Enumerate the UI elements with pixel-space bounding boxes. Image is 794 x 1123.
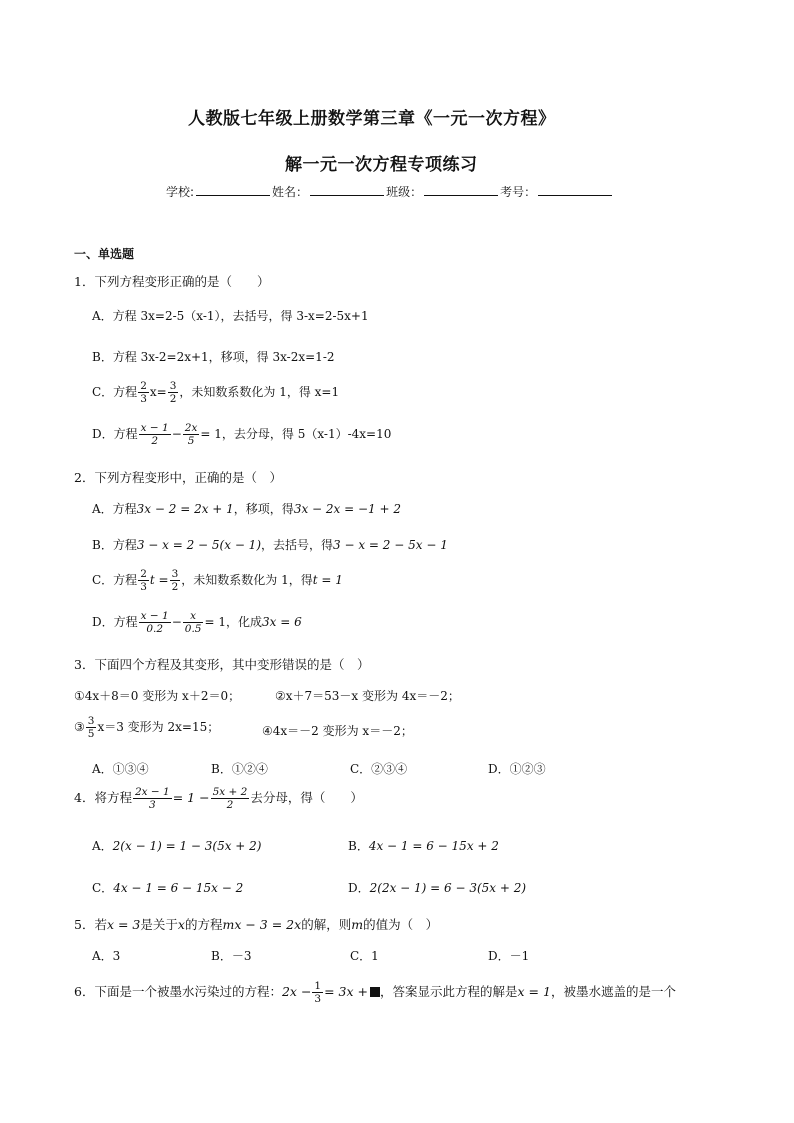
- equation: x = 1: [517, 984, 551, 999]
- fraction: $\frac{2x - 1}{3}$: [134, 786, 170, 811]
- equation-part: = 1 −: [172, 790, 210, 805]
- equation: 3x = 6: [261, 615, 302, 629]
- fraction: $\frac{3}{2}$: [169, 380, 177, 405]
- name-blank: [310, 183, 384, 196]
- question-3-option-b: B．①②④: [211, 762, 268, 776]
- exam-no-label: 考号：: [500, 185, 537, 199]
- option-text: = 1，化成: [204, 615, 262, 629]
- question-2-option-d: [92, 610, 302, 635]
- question-5-option-b: B．－3: [211, 949, 252, 963]
- stem-text: 是关于: [140, 917, 178, 932]
- equation-part: = 3x +: [324, 984, 369, 999]
- question-5-option-d: D．－1: [488, 949, 530, 963]
- option-text: ，移项，得: [233, 502, 294, 516]
- question-3-statement-3: [74, 715, 219, 740]
- page-subtitle: 解一元一次方程专项练习: [285, 155, 478, 175]
- school-label: 学校:: [166, 185, 195, 199]
- question-3-option-a: A．①③④: [92, 762, 149, 776]
- option-prefix: C．方程: [92, 573, 138, 587]
- option-prefix: B．: [348, 839, 369, 853]
- question-2-option-b: [92, 536, 448, 553]
- option-prefix: C．: [92, 881, 114, 895]
- statement-marker: ③: [74, 720, 85, 734]
- stem-text: 的方程: [184, 917, 223, 932]
- equation-part: 2x −: [281, 984, 312, 999]
- school-blank: [196, 183, 270, 196]
- stem-text: 4．将方程: [74, 790, 132, 805]
- equation: t = 1: [312, 573, 343, 587]
- equation: x = 3: [106, 917, 141, 932]
- question-3-statement-1: ①4x＋8＝0 变形为 x＋2＝0；: [74, 689, 241, 703]
- section-heading: 一、单选题: [74, 247, 135, 261]
- fraction: $\frac{1}{3}$: [314, 980, 322, 1005]
- stem-text: ，被墨水遮盖的是一个: [550, 984, 676, 999]
- equation-part: −: [171, 615, 182, 629]
- student-info-line: [166, 183, 614, 200]
- equation: 3x − 2 = 2x + 1: [136, 502, 234, 516]
- stem-text: 6．下面是一个被墨水污染过的方程：: [74, 984, 282, 999]
- option-prefix: B．方程: [92, 538, 137, 552]
- stem-text: 的值为（ ）: [363, 917, 439, 932]
- option-text: = 1，去分母，得 5（x-1）-4x=10: [200, 427, 392, 441]
- question-3-statement-2: ②x＋7＝53－x 变形为 4x＝－2；: [275, 689, 460, 703]
- variable: m: [351, 917, 364, 932]
- question-3-stem: 3．下面四个方程及其变形，其中变形错误的是（ ）: [74, 657, 370, 672]
- question-3-option-d: D．①②③: [488, 762, 546, 776]
- option-text: ，去括号，得: [261, 538, 334, 552]
- exam-no-blank: [538, 183, 612, 196]
- equation: 3 − x = 2 − 5x − 1: [333, 538, 448, 552]
- option-prefix: A．方程: [92, 502, 137, 516]
- stem-text: ，答案显示此方程的解是: [380, 984, 518, 999]
- page-title: 人教版七年级上册数学第三章《一元一次方程》: [188, 109, 556, 129]
- question-1-stem: 1．下列方程变形正确的是（ ）: [74, 274, 270, 289]
- option-prefix: A．: [92, 839, 113, 853]
- name-label: 姓名：: [272, 185, 309, 199]
- question-4-option-b: [348, 837, 499, 854]
- fraction: $\frac{x}{0.5}$: [184, 610, 202, 635]
- question-3-statement-4: ④4x＝－2 变形为 x＝－2；: [262, 724, 413, 738]
- question-5-option-a: A．3: [92, 949, 121, 963]
- variable: x: [177, 917, 185, 932]
- question-4-option-a: [92, 837, 261, 854]
- equation-part: −: [171, 427, 182, 441]
- stem-text: 去分母，得（ ）: [250, 790, 363, 805]
- option-text: ，未知数系数化为 1，得: [181, 573, 313, 587]
- question-6-stem: [74, 980, 676, 1005]
- question-5-option-c: C．1: [350, 949, 379, 963]
- question-5-stem: [74, 915, 438, 933]
- fraction: $\frac{x - 1}{2}$: [140, 422, 169, 447]
- equation: 2(x − 1) = 1 − 3(5x + 2): [112, 839, 262, 853]
- fraction: $\frac{2}{3}$: [140, 568, 147, 593]
- equation: mx − 3 = 2x: [222, 917, 302, 932]
- option-prefix: D．方程: [92, 427, 138, 441]
- class-label: 班级：: [386, 185, 423, 199]
- fraction: $\frac{3}{5}$: [87, 715, 95, 740]
- fraction: $\frac{2}{3}$: [140, 380, 147, 405]
- question-4-stem: [74, 786, 363, 811]
- question-1-option-a: A．方程 3x=2-5（x-1），去括号，得 3-x=2-5x+1: [92, 309, 369, 323]
- equation: 3 − x = 2 − 5(x − 1): [136, 538, 261, 552]
- option-prefix: D．方程: [92, 615, 138, 629]
- stem-text: 5．若: [74, 917, 107, 932]
- question-3-option-c: C．②③④: [350, 762, 408, 776]
- stem-text: 的解，则: [301, 917, 352, 932]
- option-text: ，未知数系数化为 1，得 x=1: [179, 385, 340, 399]
- equation: 4x − 1 = 6 − 15x + 2: [368, 839, 499, 853]
- class-blank: [424, 183, 498, 196]
- fraction: $\frac{3}{2}$: [171, 568, 179, 593]
- fraction: $\frac{5x + 2}{2}$: [212, 786, 248, 811]
- ink-blot-square: [370, 987, 380, 997]
- equation-part: t =: [149, 573, 169, 587]
- question-1-option-d: [92, 422, 391, 447]
- question-1-option-b: B．方程 3x-2=2x+1，移项，得 3x-2x=1-2: [92, 350, 335, 364]
- equation-part: x=: [149, 385, 167, 399]
- fraction: $\frac{x - 1}{0.2}$: [140, 610, 169, 635]
- option-prefix: D．: [348, 881, 370, 895]
- question-1-option-c: [92, 380, 339, 405]
- question-2-stem: 2．下列方程变形中，正确的是（ ）: [74, 470, 282, 485]
- question-4-option-d: [348, 879, 526, 896]
- question-2-option-a: [92, 500, 401, 517]
- question-4-option-c: [92, 879, 243, 896]
- fraction: $\frac{2x}{5}$: [184, 422, 198, 447]
- question-2-option-c: [92, 568, 343, 593]
- option-prefix: C．方程: [92, 385, 138, 399]
- equation: 3x − 2x = −1 + 2: [293, 502, 401, 516]
- statement-text: x＝3 变形为 2x=15；: [97, 720, 220, 734]
- equation: 4x − 1 = 6 − 15x − 2: [113, 881, 244, 895]
- equation: 2(2x − 1) = 6 − 3(5x + 2): [369, 881, 527, 895]
